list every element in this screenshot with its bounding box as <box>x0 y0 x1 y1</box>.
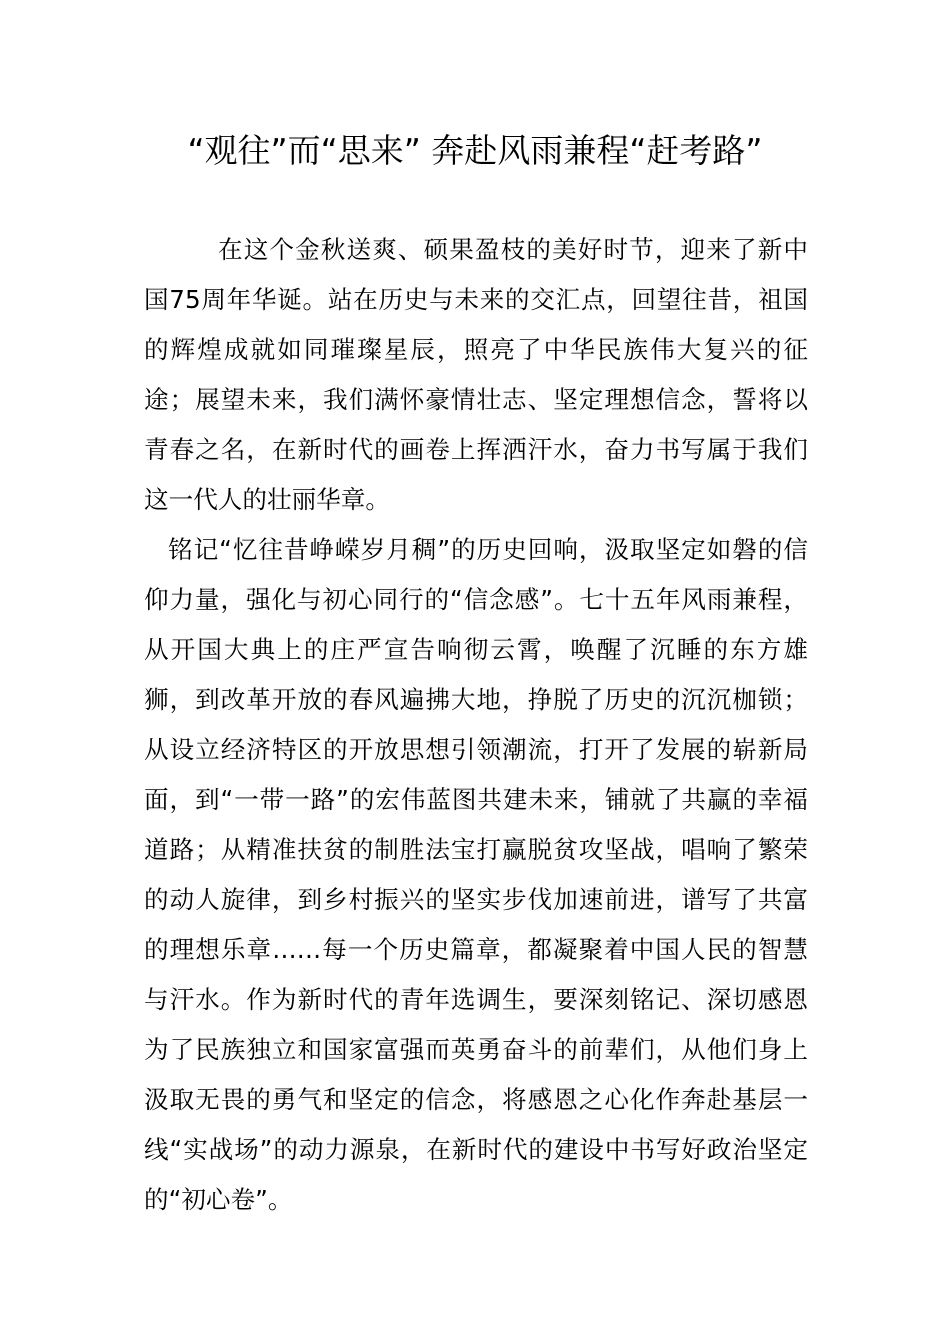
document-title: “观往”而“思来” 奔赴风雨兼程“赶考路” <box>187 131 763 170</box>
paragraph-2: 铭记“忆往昔峥嵘岁月稠”的历史回响，汲取坚定如磐的信仰力量，强化与初心同行的“信念感”。七十五年风雨兼程，从开国大典上的庄严宣告响彻云霄，唤醒了沉睡的东方雄狮，到改革开放的春风遍拂大地，挣脱了历史的沉沉枷锁；从设立经济特区的开放思想引领潮流，打开了发展的崭新局面，到“一带一路”的宏伟蓝图共建未来，铺就了共赢的幸福道路；从精准扶贫的制胜法宝打赢脱贫攻坚战，唱响了繁荣的动人旋律，到乡村振兴的坚实步伐加速前进，谱写了共富的理想乐章……每一个历史篇章，都凝聚着中国人民的智慧与汗水。作为新时代的青年选调生，要深刻铭记、深切感恩为了民族独立和国家富强而英勇奋斗的前辈们，从他们身上汲取无畏的勇气和坚定的信念，将感恩之心化作奔赴基层一线“实战场”的动力源泉，在新时代的建设中书写好政治坚定的“初心卷”。 <box>144 535 808 1214</box>
paragraph-1: 在这个金秋送爽、硕果盈枝的美好时节，迎来了新中国75周年华诞。站在历史与未来的交汇点，回望往昔，祖国的辉煌成就如同璀璨星辰，照亮了中华民族伟大复兴的征途；展望未来，我们满怀豪情壮志、坚定理想信念，誓将以青春之名，在新时代的画卷上挥洒汗水，奋力书写属于我们这一代人的壮丽华章。 <box>144 235 808 514</box>
